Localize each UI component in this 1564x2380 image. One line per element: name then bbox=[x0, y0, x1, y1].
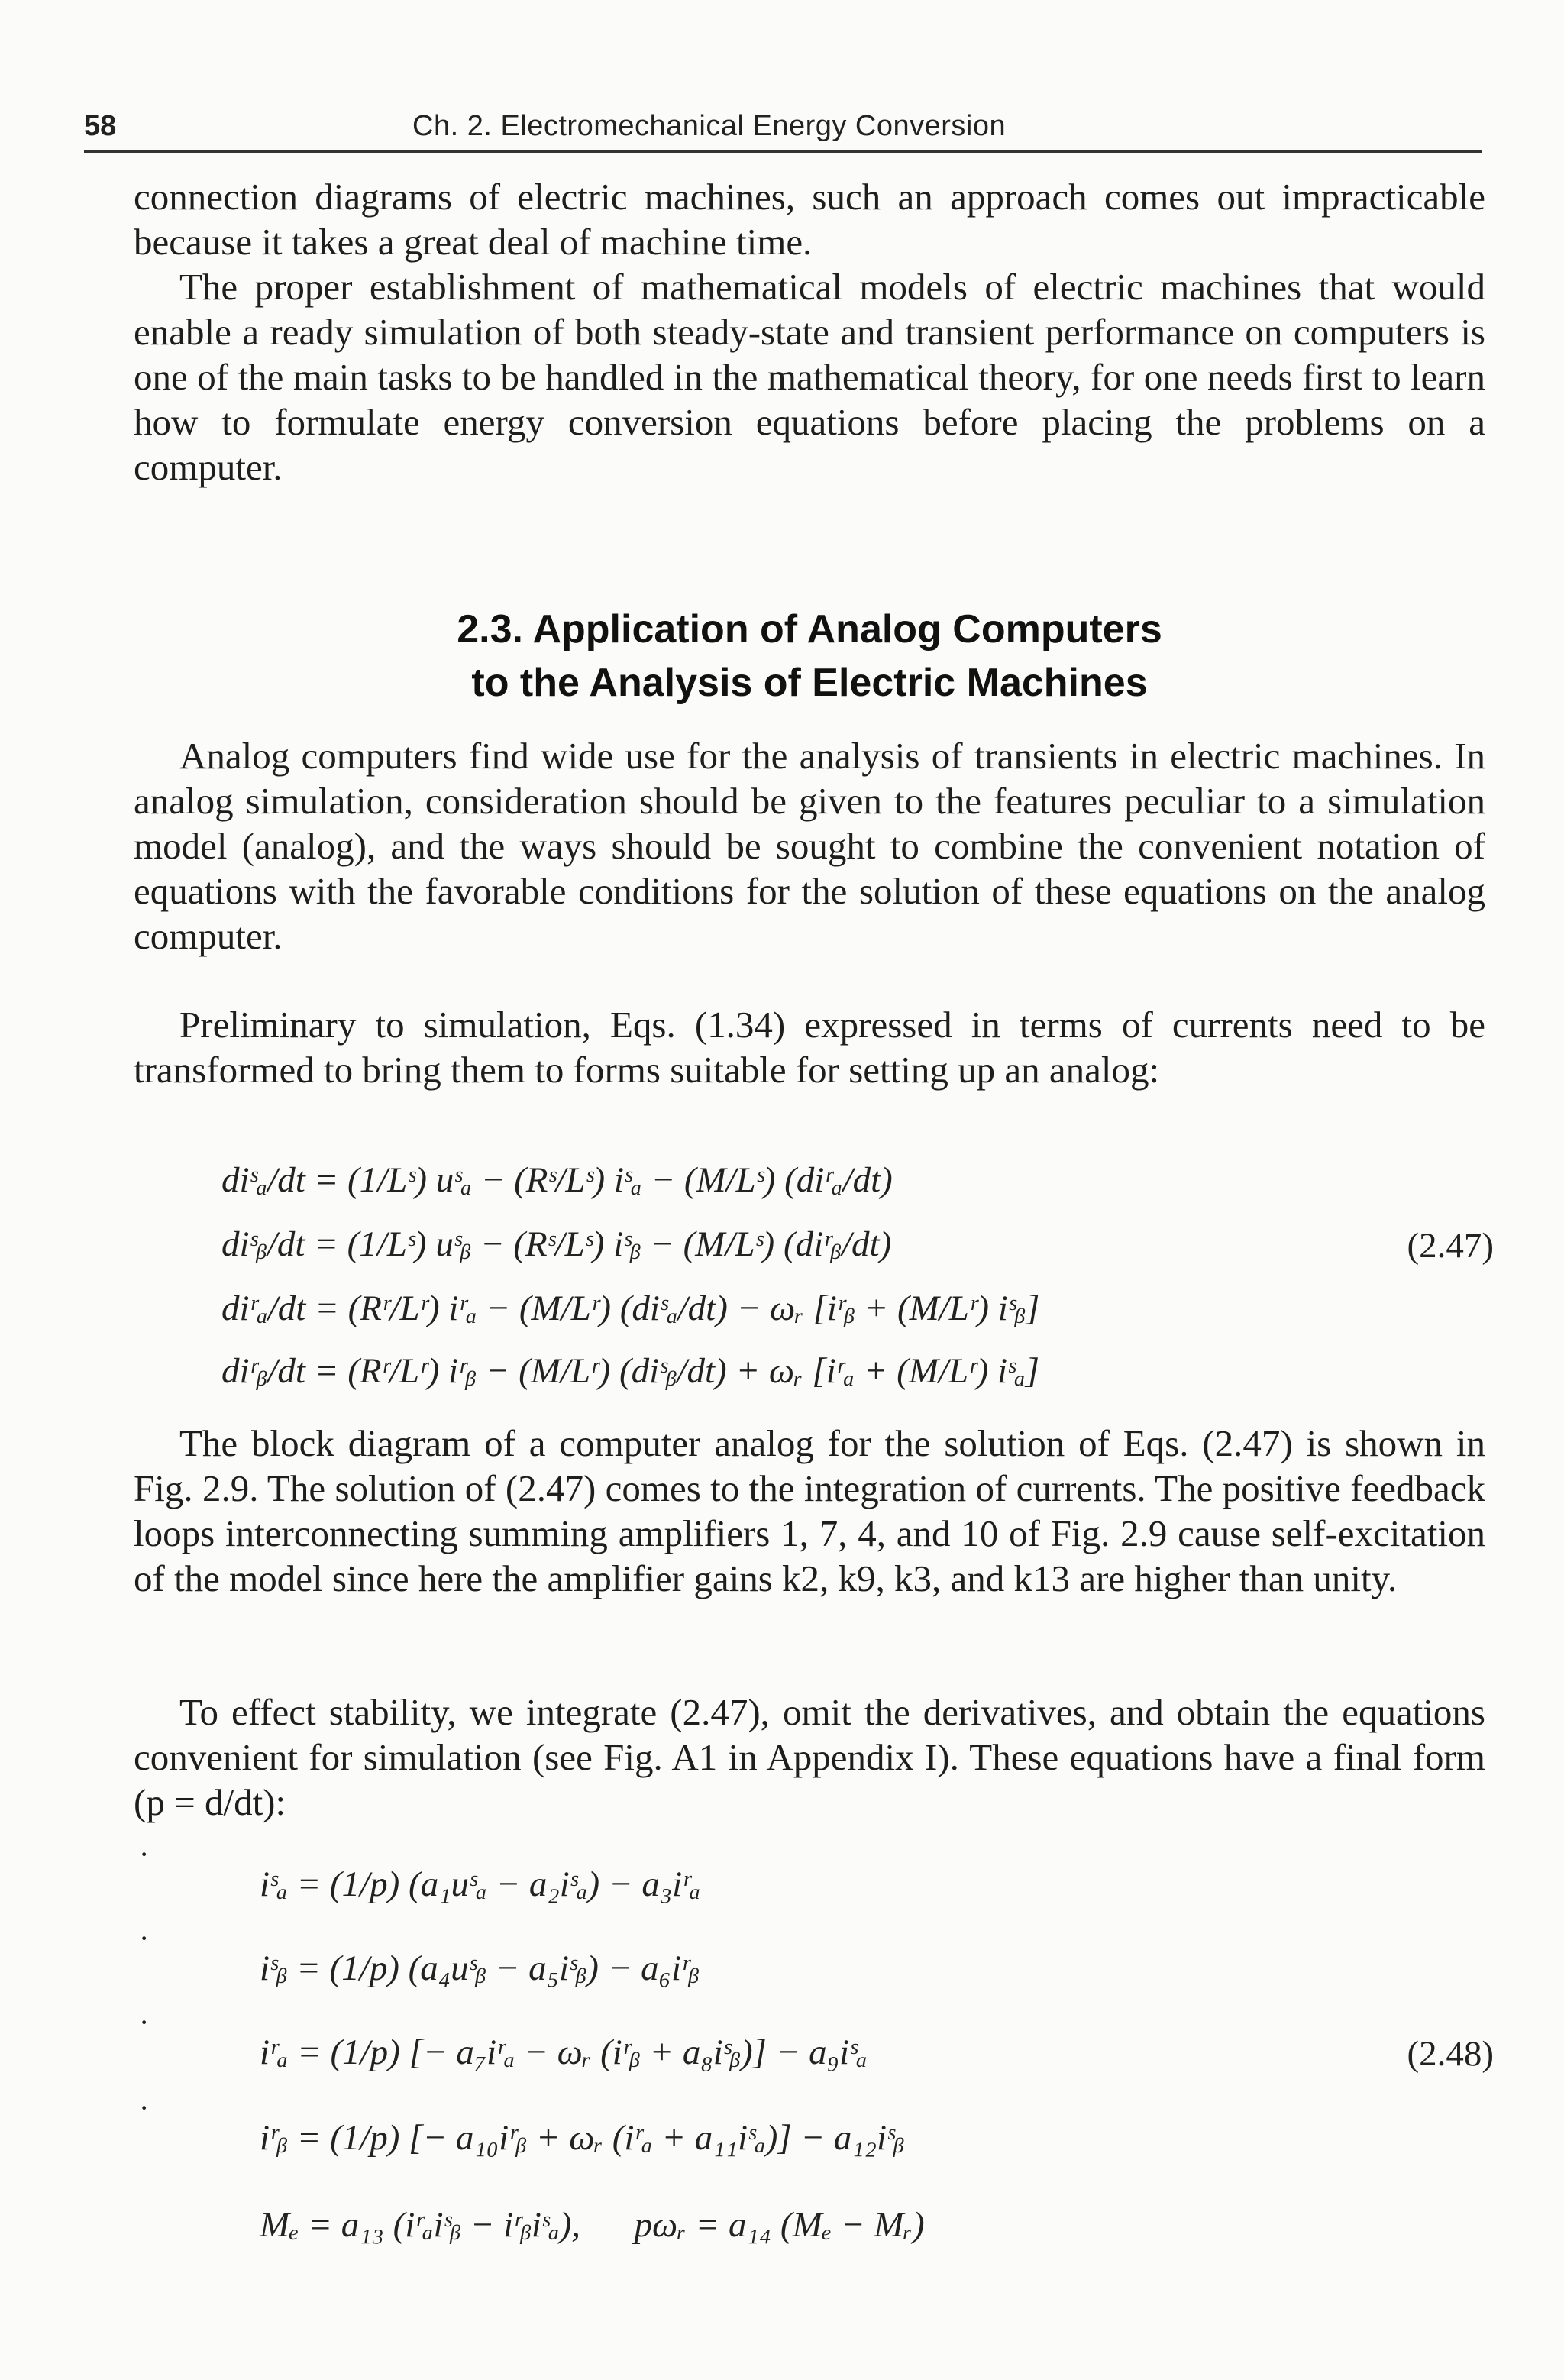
paragraph-continuation: connection diagrams of electric machines, such an approach comes out impracticable because it takes a great deal of machine time. bbox=[134, 176, 1485, 263]
equation-247-line3: diʳₐ/dt = (Rʳ/Lʳ) iʳₐ − (M/Lʳ) (diˢₐ/dt) − ωᵣ [iʳᵦ + (M/Lʳ) iˢᵦ] bbox=[221, 1289, 1040, 1328]
paragraph-preliminary: Preliminary to simulation, Eqs. (1.34) expressed in terms of currents need to be transformed to bring them to forms suitable for setting up an analog: bbox=[134, 1004, 1485, 1091]
running-header bbox=[84, 107, 1482, 153]
equation-247-line4: diʳᵦ/dt = (Rʳ/Lʳ) iʳᵦ − (M/Lʳ) (diˢᵦ/dt) + ωᵣ [iʳₐ + (M/Lʳ) iˢₐ] bbox=[221, 1351, 1040, 1391]
paragraph-analog-intro: Analog computers find wide use for the analysis of transients in electric machines. In analog simulation, consideration should be given to the features peculiar to a simulation model (analog), and the ways should be sought to combine the convenient notation of equations with the favorable conditions for the solution of these equations on the analog computer. bbox=[134, 735, 1485, 957]
paragraph-stability: To effect stability, we integrate (2.47), omit the derivatives, and obtain the equations convenient for simulation (see Fig. A1 in Appendix I). These equations have a final form (p = d/dt): bbox=[134, 1691, 1485, 1823]
section-title-line2: to the Analysis of Electric Machines bbox=[471, 661, 1148, 705]
header-rule bbox=[84, 150, 1482, 153]
equation-248-line1: iˢₐ = (1/p) (a₁uˢₐ − a₂iˢₐ) − a₃iʳₐ bbox=[260, 1864, 701, 1904]
paragraph-block-diagram: The block diagram of a computer analog for the solution of Eqs. (2.47) is shown in Fig. 2.9. The solution of (2.47) comes to the integration of currents. The positive feedback loops interconnecting summing amplifiers 1, 7, 4, and 10 of Fig. 2.9 cause self-excitation of the model since here the amplifier gains k2, k9, k3, and k13 are higher than unity. bbox=[134, 1422, 1485, 1599]
equation-248-line2: iˢᵦ = (1/p) (a₄uˢᵦ − a₅iˢᵦ) − a₆iʳᵦ bbox=[260, 1948, 700, 1988]
equation-248-line3: iʳₐ = (1/p) [− a₇iʳₐ − ωᵣ (iʳᵦ + a₈iˢᵦ)] − a₉iˢₐ bbox=[260, 2032, 868, 2072]
derivative-dot: · bbox=[139, 2005, 150, 2039]
equation-number-248: (2.48) bbox=[1407, 2034, 1494, 2074]
page-number: 58 bbox=[84, 110, 117, 142]
equation-number-247: (2.47) bbox=[1407, 1226, 1494, 1266]
chapter-title: Ch. 2. Electromechanical Energy Conversion bbox=[412, 110, 1007, 142]
derivative-dot: · bbox=[139, 1837, 150, 1871]
equation-247-line1: diˢₐ/dt = (1/Lˢ) uˢₐ − (Rˢ/Lˢ) iˢₐ − (M/Lˢ) (diʳₐ/dt) bbox=[221, 1160, 893, 1200]
equation-248-line5: Mₑ = a₁₃ (iʳₐiˢᵦ − iʳᵦiˢₐ), pωᵣ = a₁₄ (Mₑ − Mᵣ) bbox=[260, 2205, 925, 2245]
derivative-dot: · bbox=[139, 1921, 150, 1955]
paragraph-models: The proper establishment of mathematical models of electric machines that would enable a ready simulation of both steady-state and transient performance on computers is one of the main tasks to be handled in the mathematical theory, for one needs first to learn how to formulate energy conversion equations before placing the problems on a computer. bbox=[134, 266, 1485, 488]
derivative-dot: · bbox=[139, 2091, 150, 2125]
equation-248-line4: iʳᵦ = (1/p) [− a₁₀iʳᵦ + ωᵣ (iʳₐ + a₁₁iˢₐ)] − a₁₂iˢᵦ bbox=[260, 2118, 905, 2158]
equation-247-line2: diˢᵦ/dt = (1/Lˢ) uˢᵦ − (Rˢ/Lˢ) iˢᵦ − (M/Lˢ) (diʳᵦ/dt) bbox=[221, 1224, 892, 1264]
section-title-line1: 2.3. Application of Analog Computers bbox=[457, 607, 1162, 652]
